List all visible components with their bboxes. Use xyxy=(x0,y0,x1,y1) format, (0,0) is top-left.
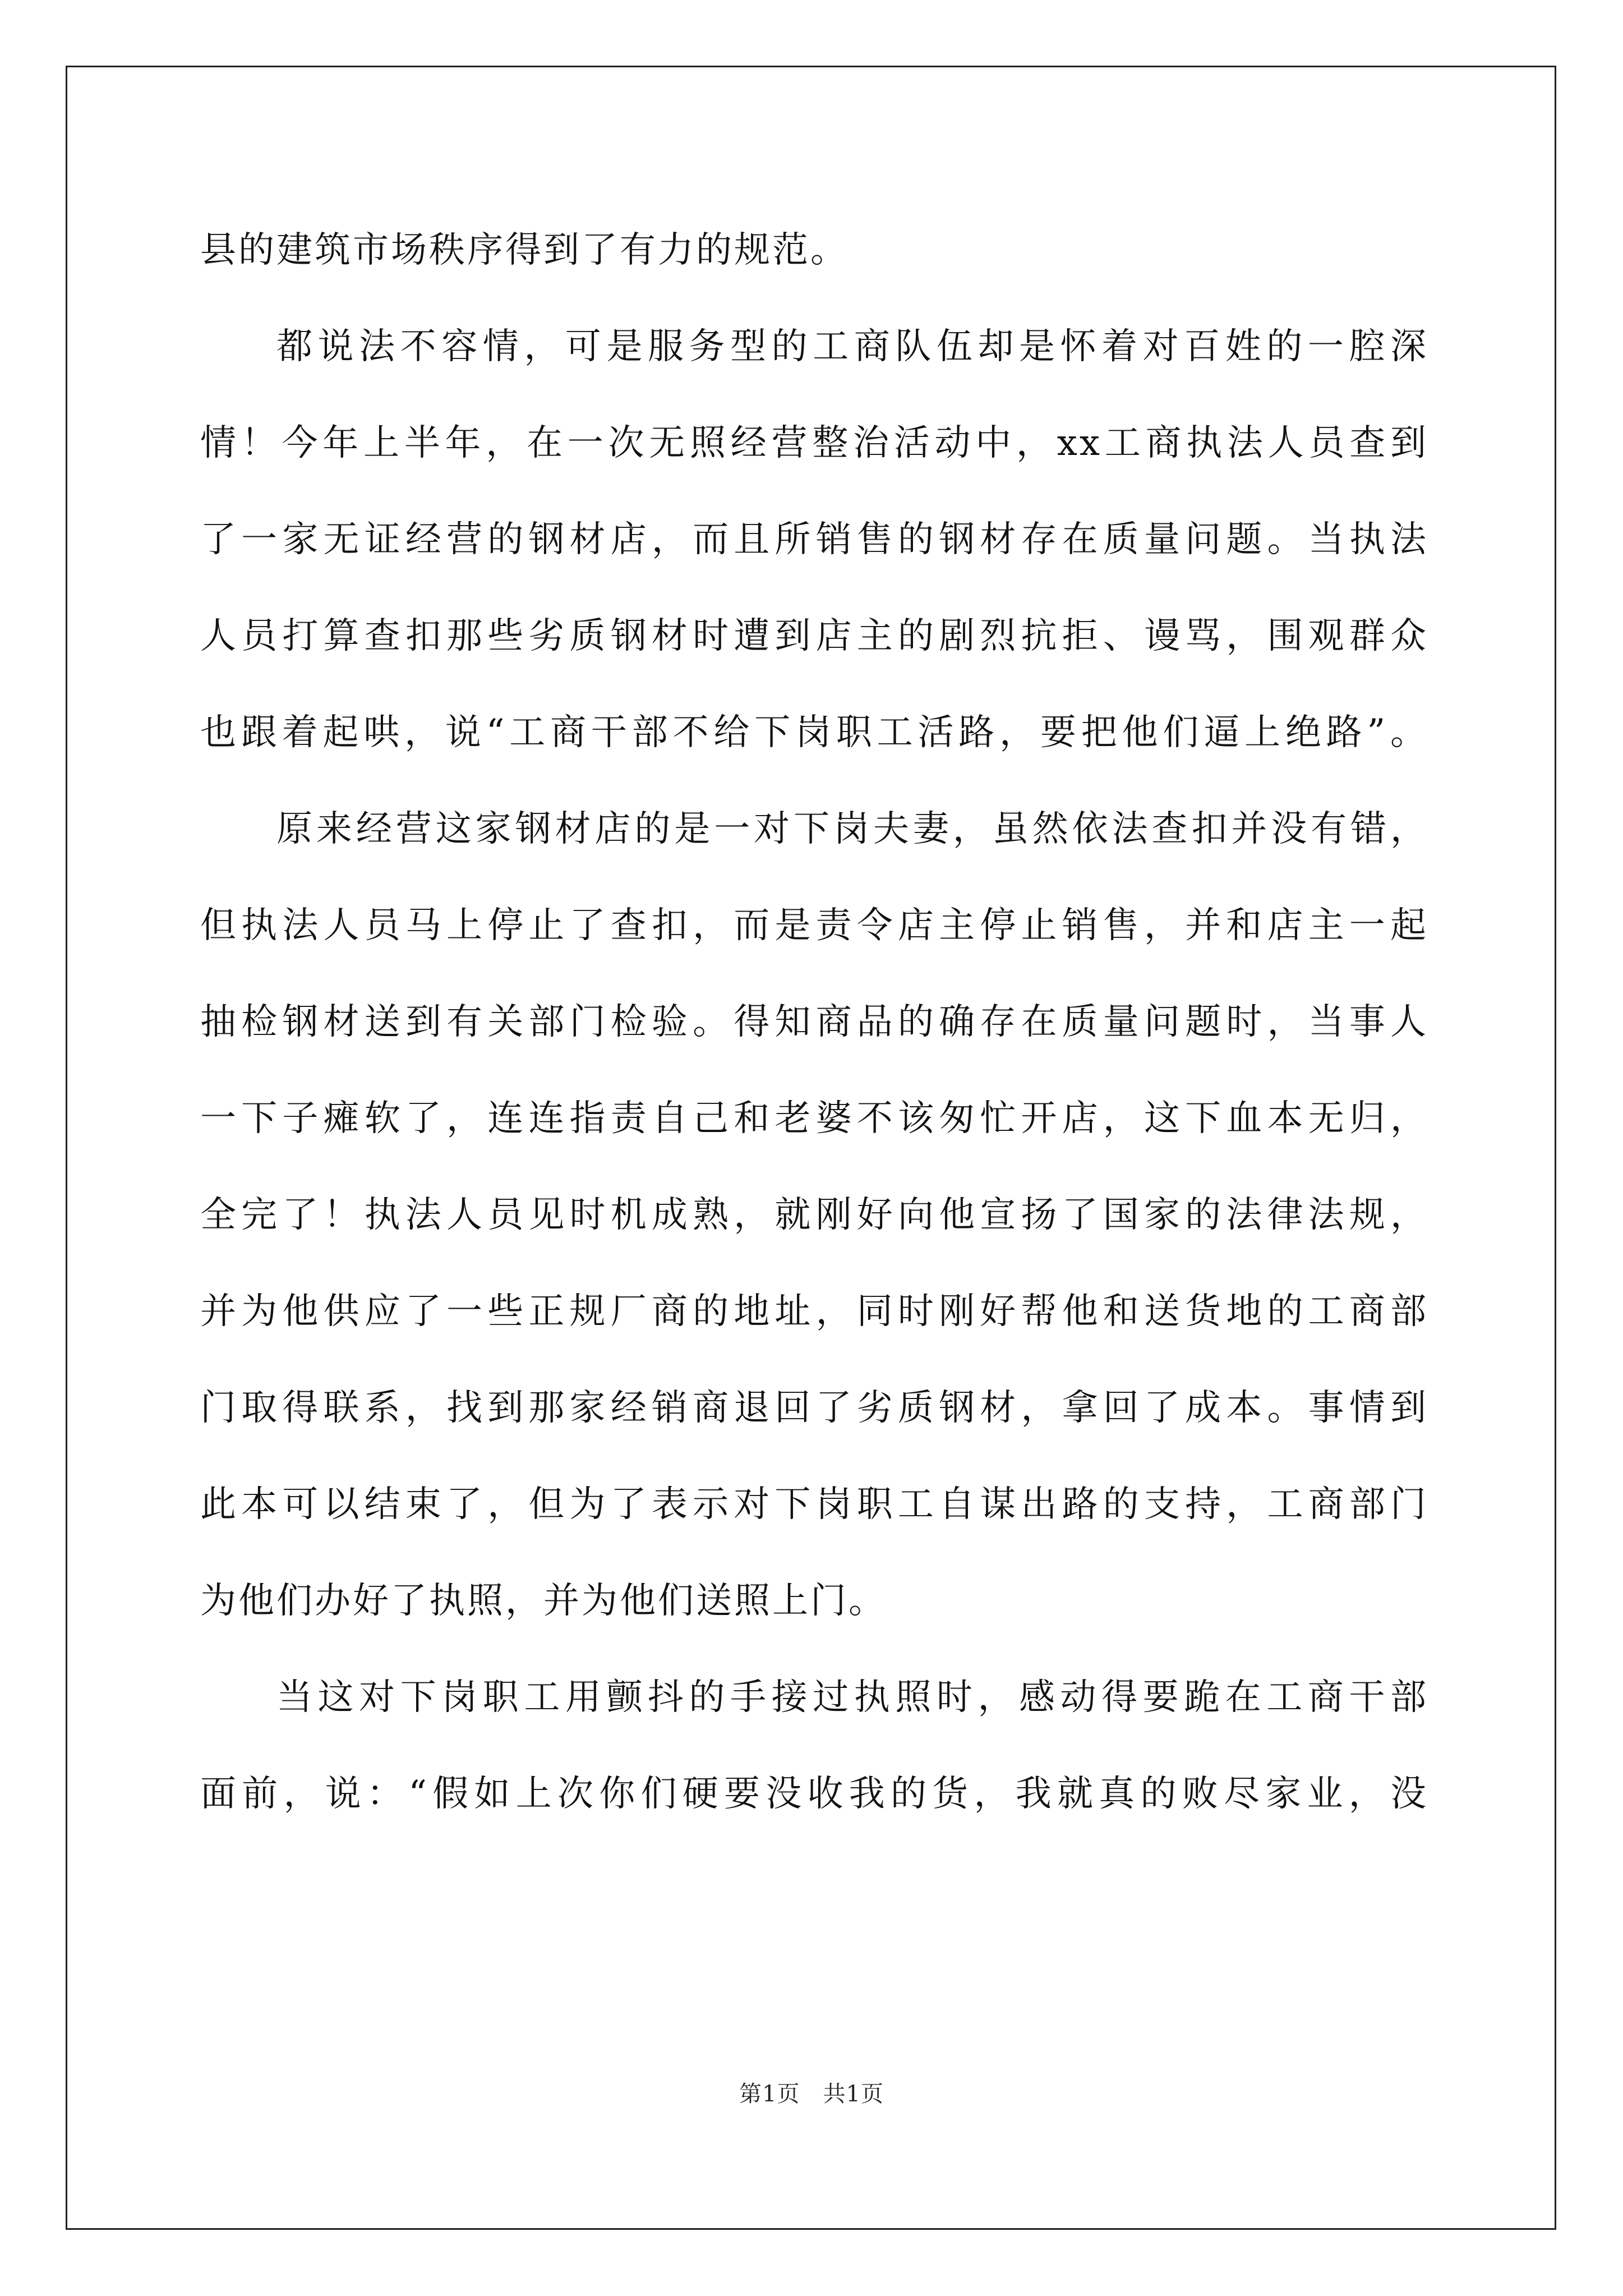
text-line: 人员打算查扣那些劣质钢材时遭到店主的剧烈抗拒、谩骂，围观群众 xyxy=(200,615,1428,657)
text-line: 门取得联系，找到那家经销商退回了劣质钢材，拿回了成本。事情到 xyxy=(200,1387,1428,1429)
text-line: 并为他供应了一些正规厂商的地址，同时刚好帮他和送货地的工商部 xyxy=(200,1291,1428,1332)
text-line: 一下子瘫软了，连连指责自己和老婆不该匆忙开店，这下血本无归， xyxy=(200,1098,1428,1139)
text-line: 原来经营这家钢材店的是一对下岗夫妻，虽然依法查扣并没有错， xyxy=(276,808,1428,850)
text-line: 为他们办好了执照，并为他们送照上门。 xyxy=(200,1580,887,1622)
text-line: 面前，说：“假如上次你们硬要没收我的货，我就真的败尽家业，没 xyxy=(200,1773,1428,1815)
text-line: 全完了！执法人员见时机成熟，就刚好向他宣扬了国家的法律法规， xyxy=(200,1194,1428,1236)
text-line: 都说法不容情，可是服务型的工商队伍却是怀着对百姓的一腔深 xyxy=(276,326,1428,367)
text-line: 县的建筑市场秩序得到了有力的规范。 xyxy=(200,229,849,271)
page-number-footer: 第1页 共1页 xyxy=(739,2081,884,2107)
document-body xyxy=(200,202,1428,1842)
text-line: 但执法人员马上停止了查扣，而是责令店主停止销售，并和店主一起 xyxy=(200,905,1428,946)
text-line: 当这对下岗职工用颤抖的手接过执照时，感动得要跪在工商干部 xyxy=(276,1677,1428,1718)
text-line: 情！今年上半年，在一次无照经营整治活动中，xx工商执法人员查到 xyxy=(200,422,1428,464)
text-line: 此本可以结束了，但为了表示对下岗职工自谋出路的支持，工商部门 xyxy=(200,1484,1428,1525)
text-line: 抽检钢材送到有关部门检验。得知商品的确存在质量问题时，当事人 xyxy=(200,1001,1428,1043)
text-line: 了一家无证经营的钢材店，而且所销售的钢材存在质量问题。当执法 xyxy=(200,519,1428,560)
text-line: 也跟着起哄，说“工商干部不给下岗职工活路，要把他们逼上绝路”。 xyxy=(200,712,1428,753)
